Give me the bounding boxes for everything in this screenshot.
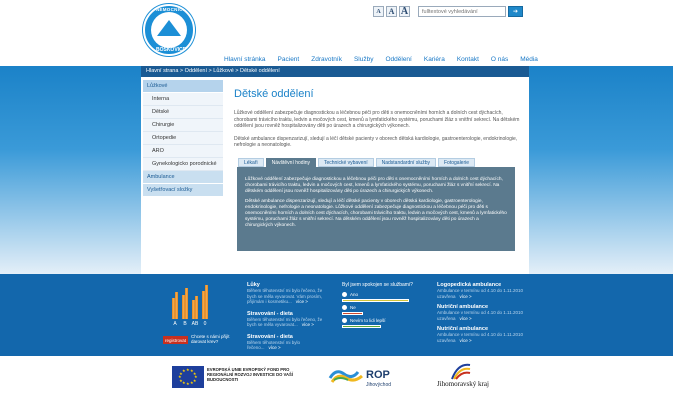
sidebar-item-pediatric[interactable]: Dětské <box>143 106 223 119</box>
arrow-right-icon: ➔ <box>512 9 519 15</box>
sidebar-item-gynecology[interactable]: Gynekologicko porodnické <box>143 158 223 171</box>
advice-text-body: Během těhotenství mi bylo řečeno, že bych se měla vyvarovat... <box>247 316 323 327</box>
poll-radio[interactable] <box>342 318 347 323</box>
tab-panel-paragraph: Lůžkové oddělení zabezpečuje diagnostickou a léčebnou péči pro děti s onemocněními horních a dolních cest dýchacích, chorobami trávicího traktu, ledvin a močových cest, kmenů a lymfatického systému, poruchami žláz s vnitřní sekrecí. Na dětském oddělení jsou rovněž hospitalizovány děti po úrazech a chirurgických výkonech. <box>245 177 503 194</box>
tab-doctors[interactable]: Lékaři <box>238 158 264 167</box>
list-item <box>247 334 327 351</box>
sidebar <box>143 80 223 197</box>
advice-text <box>247 288 327 305</box>
advice-text-body: Během těhotenství mi bylo řečeno... <box>247 339 301 350</box>
jmk-logo-text: Jihomoravský kraj <box>437 380 489 388</box>
advice-title[interactable]: Stravování - dieta <box>247 333 293 340</box>
news-text-body: Ambulance v termínu od 4.10 do 1.11.2010 uzavřena <box>437 310 523 321</box>
list-item <box>437 326 527 343</box>
font-size-controls <box>373 6 410 17</box>
nav-item-media[interactable]: Média <box>520 56 538 63</box>
sidebar-item-surgery[interactable]: Chirurgie <box>143 119 223 132</box>
aktuality-heading <box>437 265 471 277</box>
poradna-heading-text: Online poradna <box>247 265 306 274</box>
blood-group-label: A <box>173 321 177 327</box>
tab-premium-services[interactable]: Nadstandardní služby <box>376 158 436 167</box>
breadcrumb: Hlavní strana > Oddělení > Lůžkové > Dětské oddělení <box>141 66 529 77</box>
eu-flag-icon <box>172 366 204 388</box>
nav-item-departments[interactable]: Oddělení <box>385 56 412 63</box>
blood-group-label: B <box>183 321 187 327</box>
blood-group-label: AB <box>191 321 199 327</box>
rop-logo-icon <box>328 364 364 384</box>
news-title[interactable]: Logopedická ambulance <box>437 282 502 288</box>
tab-panel-paragraph: Dětské ambulance dispenzarizují, sledují a léčí dětské pacienty v oborech dětská kardiologie, gastroenterologie, endokrinologie, nefrologie a neonatologie. Lůžkové oddělení zabezpečuje diagnostickou a léčebnou péči pro děti s onemocněními horních a dolních cest dýchacích, chorobami trávicího traktu, ledvin a močových cest, kmenů a lymfatického systému, poruchami žláz s vnitřní sekrecí. Na dětském oddělení jsou rovněž hospitalizovány děti po úrazech a chirurgických výkonech. <box>245 199 507 228</box>
sidebar-item-ambulance[interactable]: Ambulance <box>143 171 223 184</box>
search-input[interactable] <box>418 6 506 17</box>
main-nav <box>218 56 544 66</box>
blood-level-bar <box>175 292 178 319</box>
poll-radio[interactable] <box>342 292 347 297</box>
intro-paragraph: Lůžkové oddělení zabezpečuje diagnostickou a léčebnou péči pro děti s onemocněními horních a dolních cest dýchacích, chorobami trávicího traktu, ledvin a močových cest, kmenů a lymfatického systému, poruchami žláz s vnitřní sekrecí. Na dětském oddělení jsou rovněž hospitalizovány děti po úrazech a chirurgických výkonech. <box>234 110 520 129</box>
ambulance-paragraph: Dětské ambulance dispenzarizují, sledují a léčí dětské pacienty v oborech dětská kardiologie, gastroenterologie, endokrinologie, nefrologie a neonatologie. <box>234 135 518 148</box>
sidebar-item-internal[interactable]: Interna <box>143 93 223 106</box>
nav-item-services[interactable]: Služby <box>353 56 374 63</box>
sidebar-item-aro[interactable]: ARO <box>143 145 223 158</box>
poll-option <box>342 292 422 302</box>
poll-option-label: Ne <box>350 305 356 310</box>
poll-option <box>342 318 422 328</box>
list-item <box>247 311 327 328</box>
star-icon: ★ <box>182 380 186 386</box>
news-text-body: Ambulance v termínu od 4.10 do 1.11.2010 uzavřena <box>437 288 523 299</box>
list-item <box>247 282 327 305</box>
list-item <box>437 282 527 299</box>
news-title[interactable]: Nutriční ambulance <box>437 304 489 310</box>
star-icon: ★ <box>179 377 183 383</box>
poll-result-bar <box>342 312 363 315</box>
eu-text: EVROPSKÁ UNIE EVROPSKÝ FOND PRO REGIONÁLNÍ ROZVOJ INVESTICE DO VAŠÍ BUDOUCNOSTI <box>207 367 294 383</box>
online-advice-list <box>247 282 327 357</box>
news-text <box>437 310 527 321</box>
register-button[interactable]: registrovat <box>164 337 186 343</box>
sidebar-item-diagnostics[interactable]: Vyšetřovací složky <box>143 184 223 197</box>
poll-option <box>342 305 422 315</box>
tab-visiting-hours[interactable]: Návštěvní hodiny <box>266 158 316 167</box>
news-list <box>437 282 527 348</box>
star-icon: ★ <box>179 370 183 376</box>
tab-panel <box>237 167 515 251</box>
blood-level-bar <box>195 296 198 319</box>
nav-item-healthcare[interactable]: Zdravotník <box>311 56 342 63</box>
star-icon: ★ <box>178 374 182 379</box>
poll-radio[interactable] <box>342 305 347 310</box>
rop-logo-text: ROP <box>366 369 390 381</box>
nav-item-home[interactable]: Hlavní stránka <box>224 56 266 63</box>
star-icon: ★ <box>192 377 197 383</box>
tab-gallery[interactable]: Fotogalerie <box>438 158 475 167</box>
aktuality-heading-text: Aktuality <box>437 265 471 274</box>
advice-title[interactable]: Stravování - dieta <box>247 310 293 317</box>
news-title[interactable]: Nutriční ambulance <box>437 326 489 332</box>
advice-title[interactable]: Lůky <box>247 282 260 288</box>
poll-result-bar <box>342 325 381 328</box>
star-icon: ★ <box>186 367 190 372</box>
tab-equipment[interactable]: Technické vybavení <box>318 158 374 167</box>
star-icon: ★ <box>192 370 197 376</box>
mountain-icon <box>157 20 181 36</box>
poll-option-label: Nevím to lidi lepší <box>350 318 386 323</box>
star-icon: ★ <box>190 380 194 386</box>
news-text-body: Ambulance v termínu od 4.10 do 1.11.2010 uzavřena <box>437 332 523 343</box>
more-link[interactable]: více > <box>459 315 472 321</box>
anketa-heading <box>342 265 369 277</box>
advice-text <box>247 340 327 351</box>
star-icon: ★ <box>186 381 190 386</box>
footer <box>0 274 673 356</box>
font-size-medium-button[interactable]: A <box>386 6 397 17</box>
more-link[interactable]: více > <box>295 299 308 304</box>
more-link[interactable]: více > <box>268 345 281 350</box>
hospital-logo[interactable] <box>143 4 195 56</box>
news-text <box>437 288 527 299</box>
blood-heading <box>153 265 189 277</box>
poll <box>342 282 422 328</box>
page-title: Dětské oddělení <box>234 88 314 100</box>
advice-text-body: Během těhotenství mi bylo řečeno, že bych se měla vyvarovat. Vám prosím, přijímám i kosmetiku... <box>247 288 323 304</box>
sidebar-item-orthopedics[interactable]: Ortopedie <box>143 132 223 145</box>
blood-heading-text: Stav krve <box>153 265 189 274</box>
logo-bottom-text: BOSKOVICE <box>155 47 186 53</box>
blood-level-bar <box>205 285 208 319</box>
font-size-small-button[interactable]: A <box>373 6 384 17</box>
main-content <box>234 88 520 155</box>
rop-logo-subtext: Jihovýchod <box>366 382 392 388</box>
list-item <box>437 304 527 321</box>
nav-item-about[interactable]: O nás <box>490 56 509 63</box>
more-link[interactable]: více > <box>459 293 472 299</box>
anketa-heading-text: Anketa <box>342 265 369 274</box>
star-icon: ★ <box>182 367 186 373</box>
star-icon: ★ <box>190 367 194 373</box>
more-link[interactable]: více > <box>301 322 314 327</box>
jmk-logo-icon <box>450 361 472 381</box>
poll-question: Byl jsem spokojen se službami? <box>342 282 413 288</box>
poradna-heading <box>247 265 306 277</box>
news-text <box>437 332 527 343</box>
advice-text <box>247 317 327 328</box>
nav-item-contact[interactable]: Kontakt <box>456 56 479 63</box>
search-button[interactable] <box>508 6 523 17</box>
font-size-large-button[interactable]: A <box>400 6 409 17</box>
blood-group-label: 0 <box>203 321 207 327</box>
nav-item-patient[interactable]: Pacient <box>277 56 300 63</box>
blood-level-bar <box>185 288 188 319</box>
logo-top-text: NEMOCNICE <box>155 7 187 12</box>
register-question: Chcete s námi přijít darovat krev? <box>191 334 230 344</box>
more-link[interactable]: více > <box>459 337 472 343</box>
poll-result-bar <box>342 299 409 302</box>
poll-option-label: Ano <box>350 292 359 297</box>
content-tabs <box>238 158 475 167</box>
sidebar-item-inpatient[interactable]: Lůžkové <box>143 80 223 93</box>
blood-status-chart <box>172 285 212 327</box>
star-icon: ★ <box>194 374 198 379</box>
nav-item-careers[interactable]: Kariéra <box>423 56 445 63</box>
